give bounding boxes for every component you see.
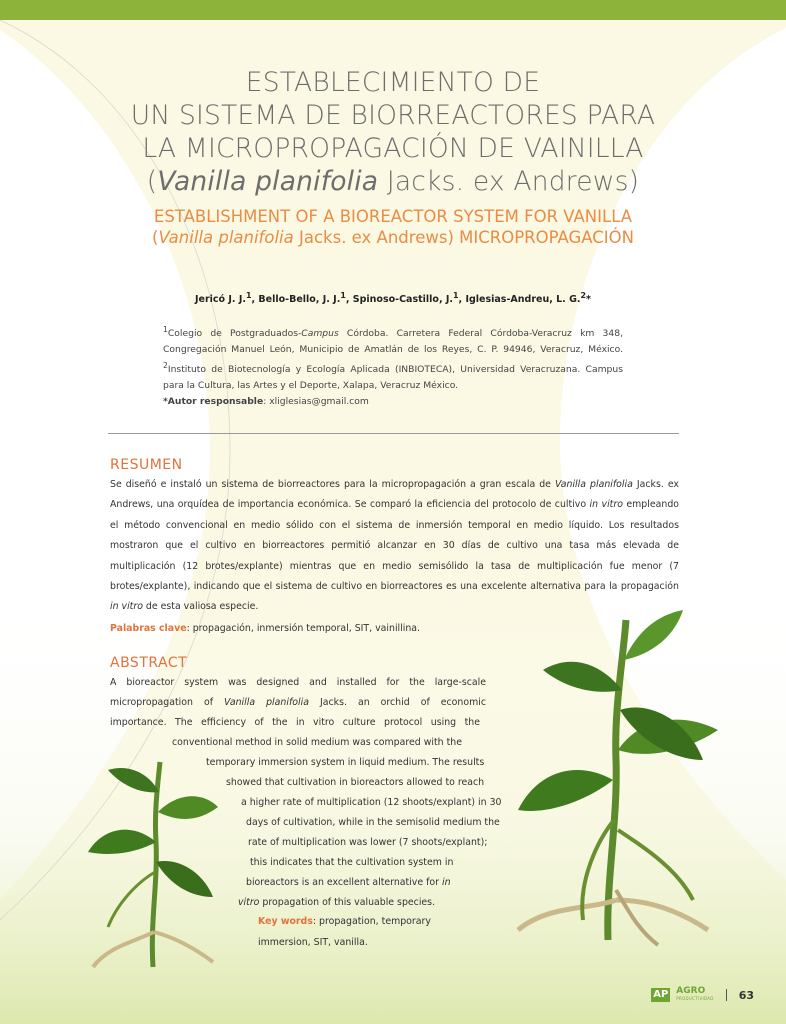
key-words xyxy=(258,911,431,953)
author-sup: 2 xyxy=(580,291,587,300)
title-line xyxy=(60,165,726,198)
divider xyxy=(108,433,679,434)
subtitle-rest: Jacks. ex Andrews) MICROPROPAGACIÓN xyxy=(293,228,634,247)
author: Jericó J. J. xyxy=(195,294,246,306)
affil-text: Colegio de Postgraduados- xyxy=(167,328,302,340)
abstract-line: A bioreactor system was designed and installed for the large-scale xyxy=(110,677,486,688)
affil-sup: 2 xyxy=(163,361,168,371)
author: , Spinoso-Castillo, J. xyxy=(345,294,454,306)
affil-text: Córdoba. Carretera Federal Córdoba-Veracruz km 348, Congregación Manuel León, Municipio de Amatlán de los Reyes, C. P. 94946, Veracruz, México. xyxy=(163,328,623,356)
top-green-bar xyxy=(0,0,786,20)
vanilla-plant-left-image xyxy=(78,752,228,977)
title-rest: Jacks. ex Andrews) xyxy=(378,166,640,197)
corresp-email[interactable]: : xliglesias@gmail.com xyxy=(263,396,369,408)
page-footer xyxy=(651,987,754,1003)
kw-en-text: immersion, SIT, vanilla. xyxy=(258,937,368,948)
vanilla-plant-right-image xyxy=(488,600,728,950)
affil-italic: Campus xyxy=(301,328,339,340)
abstract-text: micropropagation of xyxy=(110,697,225,708)
resumen-italic: in vitro xyxy=(110,601,143,613)
affil-text: Instituto de Biotecnología y Ecología Aplicada (INBIOTECA), Universidad Veracruzana. Campus para la Cultura, las Artes y el Deporte, Xalapa, Veracruz México. xyxy=(163,364,623,392)
author: , Bello-Bello, J. J. xyxy=(251,294,341,306)
affiliations xyxy=(163,322,623,410)
abstract-italic: vitro xyxy=(238,897,260,908)
title-species: Vanilla planifolia xyxy=(157,166,379,197)
resumen-italic: Vanilla planifolia xyxy=(554,479,633,490)
abstract-line: temporary immersion system in liquid medium. The results xyxy=(206,757,485,768)
footer-separator xyxy=(726,989,727,1001)
abstract-line xyxy=(246,877,451,888)
author-sup: 1 xyxy=(245,291,252,300)
abstract-line xyxy=(110,697,486,708)
corresp-label: *Autor responsable xyxy=(163,396,264,408)
abstract-line: this indicates that the cultivation system in xyxy=(250,857,454,868)
subtitle-line: ESTABLISHMENT OF A BIOREACTOR SYSTEM FOR VANILLA xyxy=(153,207,633,226)
affil-sup: 1 xyxy=(163,325,168,334)
resumen-text: empleando el método convencional en medio sólido con el sistema de inmersión temporal en medio líquido. Los resultados mostraron que el cultivo en biorreactores permitió alcanzar en 30 días de cultivo una tasa más elevada de multiplicación (12 brotes/explante) mientras que en medio semisólido la tasa de multiplicación fue menor (7 brotes/explante), indicando que el sistema de cultivo en biorreactores es una excelente alternativa para la propagación xyxy=(110,499,680,593)
page-number: 63 xyxy=(738,988,754,1002)
abstract-text: bioreactors is an excellent alternative for xyxy=(246,877,442,888)
author-sup: 1 xyxy=(340,291,346,300)
ap-logo: AP xyxy=(653,989,669,1000)
english-title xyxy=(80,206,706,248)
title-line: UN SISTEMA DE BIORREACTORES PARA xyxy=(130,100,656,131)
kw-en-label: Key words xyxy=(258,916,313,927)
abstract-italic: Vanilla planifolia xyxy=(224,697,309,708)
title-paren: ( xyxy=(146,166,158,197)
palabras-clave xyxy=(110,623,420,634)
corresponding-star: * xyxy=(586,294,591,306)
abstract-line: a higher rate of multiplication (12 shoots/explant) in 30 xyxy=(241,797,502,808)
abstract-text: Jacks. an orchid of economic xyxy=(308,697,486,708)
subtitle-species: Vanilla planifolia xyxy=(158,228,294,247)
subtitle-line xyxy=(80,227,706,248)
kw-es-label: Palabras clave xyxy=(110,623,187,634)
abstract-line: rate of multiplication was lower (7 shoots/explant); xyxy=(248,837,488,848)
agro-logo-text: AGRO xyxy=(676,986,706,996)
title-line: ESTABLECIMIENTO DE xyxy=(245,67,541,98)
abstract-line: showed that cultivation in bioreactors allowed to reach xyxy=(226,777,485,788)
kw-en-text: : propagation, temporary xyxy=(312,916,431,927)
agro-logo-sub: PRODUCTIVIDAD xyxy=(676,996,714,1001)
abstract-heading: ABSTRACT xyxy=(110,655,188,671)
abstract-italic: in xyxy=(441,877,451,888)
resumen-text: Se diseñó e instaló un sistema de biorreactores para la micropropagación a gran escala de xyxy=(110,479,555,490)
subtitle-paren: ( xyxy=(152,228,159,247)
abstract-line: days of cultivation, while in the semisolid medium the xyxy=(246,817,500,828)
resumen-italic: in vitro xyxy=(589,499,623,511)
abstract-line: conventional method in solid medium was compared with the xyxy=(172,737,462,748)
title-line: LA MICROPROPAGACIÓN DE VAINILLA xyxy=(142,133,644,164)
author-sup: 1 xyxy=(453,291,459,300)
resumen-text: Jacks. ex Andrews, una orquídea de importancia económica. Se comparó la eficiencia del protocolo de cultivo xyxy=(110,479,679,511)
author-list xyxy=(110,291,676,305)
abstract-line: importance. The efficiency of the in vitro culture protocol using the xyxy=(110,717,480,728)
abstract-line xyxy=(238,897,435,908)
kw-es-text: : propagación, inmersión temporal, SIT, vainillina. xyxy=(186,623,421,634)
author: , Iglesias-Andreu, L. G. xyxy=(458,294,581,306)
article-title xyxy=(60,66,726,198)
agro-logo xyxy=(676,987,713,1003)
resumen-text: de esta valiosa especie. xyxy=(142,601,259,613)
abstract-text: propagation of this valuable species. xyxy=(259,897,436,908)
resumen-heading: RESUMEN xyxy=(110,457,183,473)
resumen-body xyxy=(110,475,679,618)
